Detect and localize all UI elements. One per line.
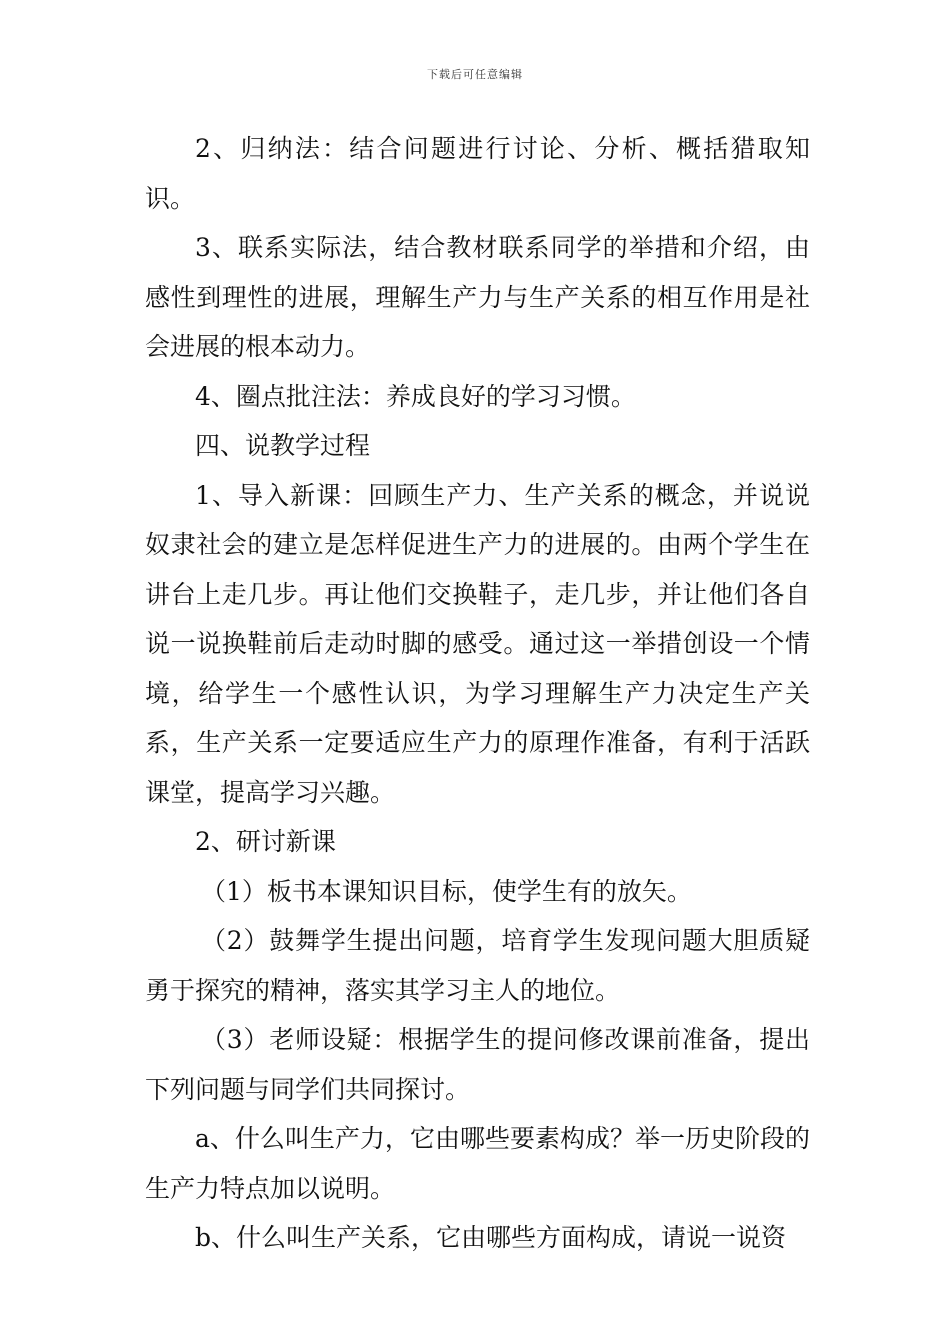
paragraph-question-a: a、什么叫生产力，它由哪些要素构成？举一历史阶段的生产力特点加以说明。 [145, 1124, 810, 1203]
document-body [145, 124, 810, 1263]
paragraph-method-practice: 3、联系实际法，结合教材联系同学的举措和介绍，由感性到理性的进展，理解生产力与生产关系的相互作用是社会进展的根本动力。 [145, 233, 810, 361]
paragraph-introduction: 1、导入新课：回顾生产力、生产关系的概念，并说说奴隶社会的建立是怎样促进生产力的进展的。由两个学生在讲台上走几步。再让他们交换鞋子，走几步，并让他们各自说一说换鞋前后走动时脚的感受。通过这一举措创设一个情境，给学生一个感性认识，为学习理解生产力决定生产关系，生产关系一定要适应生产力的原理作准备，有利于活跃课堂，提高学习兴趣。 [145, 480, 810, 807]
paragraph-step-1: （1）板书本课知识目标，使学生有的放矢。 [201, 876, 692, 906]
paragraph-new-lesson-heading: 2、研讨新课 [195, 827, 336, 856]
section-heading-teaching-process: 四、说教学过程 [195, 431, 371, 460]
paragraph-step-3: （3）老师设疑：根据学生的提问修改课前准备，提出下列问题与同学们共同探讨。 [145, 1025, 810, 1104]
paragraph-method-induction: 2、归纳法：结合问题进行讨论、分析、概括猎取知识。 [145, 134, 810, 213]
paragraph-question-b: b、什么叫生产关系，它由哪些方面构成，请说一说资 [195, 1223, 787, 1252]
paragraph-method-annotation: 4、圈点批注法：养成良好的学习习惯。 [195, 381, 636, 411]
paragraph-step-2: （2）鼓舞学生提出问题，培育学生发现问题大胆质疑勇于探究的精神，落实其学习主人的地位。 [145, 926, 810, 1005]
page-header: 下载后可任意编辑 [427, 68, 523, 81]
